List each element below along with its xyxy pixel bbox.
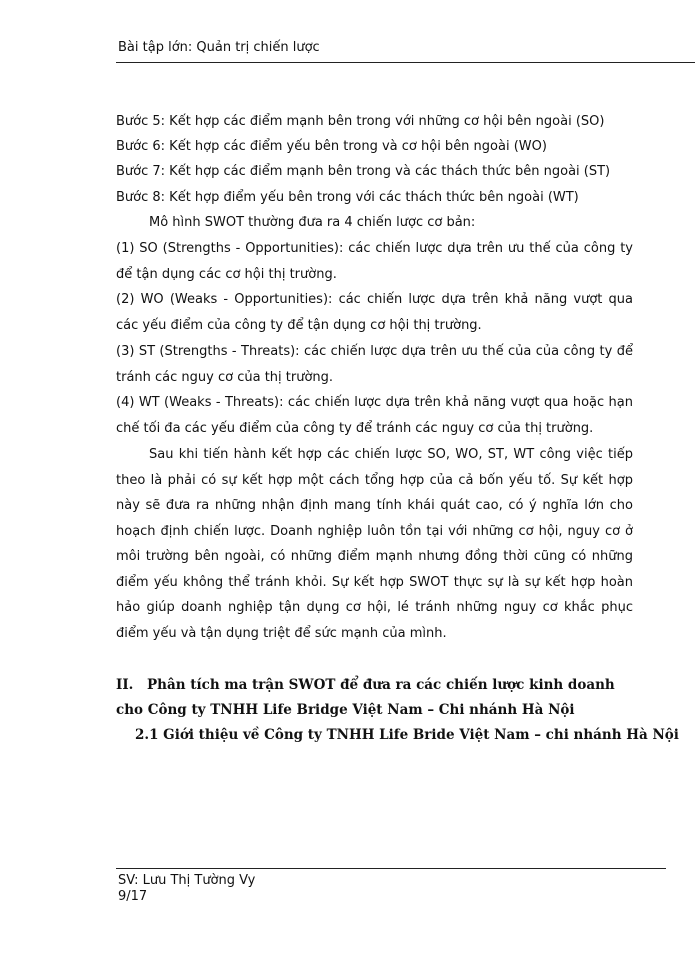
- strategy-wt: (4) WT (Weaks - Threats): các chiến lược dựa trên khả năng vượt qua hoặc hạn chế tối đa các yếu điểm của công ty để tránh các nguy cơ của thị trường.: [116, 395, 633, 436]
- footer-author: SV: Lưu Thị Tường Vy: [118, 873, 256, 888]
- subsection-heading: 2.1 Giới thiệu về Công ty TNHH Life Bride Việt Nam – chi nhánh Hà Nội: [135, 727, 679, 743]
- section-title: Phân tích ma trận SWOT để đưa ra các chiến lược kinh doanh cho Công ty TNHH Life Bridge Việt Nam – Chi nhánh Hà Nội: [116, 677, 615, 718]
- page-number: 9/17: [118, 889, 148, 904]
- section-heading: [116, 673, 633, 723]
- header-divider: [116, 62, 695, 63]
- strategy-wo: (2) WO (Weaks - Opportunities): các chiến lược dựa trên khả năng vượt qua các yếu điểm của công ty để tận dụng cơ hội thị trường.: [116, 292, 633, 333]
- step-7: Bước 7: Kết hợp các điểm mạnh bên trong và các thách thức bên ngoài (ST): [116, 164, 611, 179]
- footer-divider: [116, 868, 666, 869]
- step-5: Bước 5: Kết hợp các điểm mạnh bên trong với những cơ hội bên ngoài (SO): [116, 114, 605, 129]
- strategy-st: (3) ST (Strengths - Threats): các chiến lược dựa trên ưu thế của của công ty để tránh các nguy cơ của thị trường.: [116, 344, 633, 385]
- strategy-so: (1) SO (Strengths - Opportunities): các chiến lược dựa trên ưu thế của công ty để tận dụng các cơ hội thị trường.: [116, 241, 633, 282]
- step-8: Bước 8: Kết hợp điểm yếu bên trong với các thách thức bên ngoài (WT): [116, 190, 579, 205]
- step-6: Bước 6: Kết hợp các điểm yếu bên trong và cơ hội bên ngoài (WO): [116, 139, 547, 154]
- swot-summary-paragraph: Sau khi tiến hành kết hợp các chiến lược SO, WO, ST, WT công việc tiếp theo là phải có sự kết hợp một cách tổng hợp của cả bốn yếu tố. Sự kết hợp này sẽ đưa ra những nhận định mang tính khái quát cao, có ý nghĩa lớn cho hoạch định chiến lược. Doanh nghiệp luôn tồn tại với những cơ hội, nguy cơ ở môi trường bên ngoài, có những điểm mạnh nhưng đồng thời cũng có những điểm yếu không thể tránh khỏi. Sự kết hợp SWOT thực sự là sự kết hợp hoàn hảo giúp doanh nghiệp tận dụng cơ hội, lé tránh những nguy cơ khắc phục điểm yếu và tận dụng triệt để sức mạnh của mình.: [116, 447, 633, 641]
- page-header-title: Bài tập lớn: Quản trị chiến lược: [118, 40, 320, 55]
- swot-intro: Mô hình SWOT thường đưa ra 4 chiến lược cơ bản:: [149, 215, 476, 230]
- section-number: II.: [116, 677, 134, 693]
